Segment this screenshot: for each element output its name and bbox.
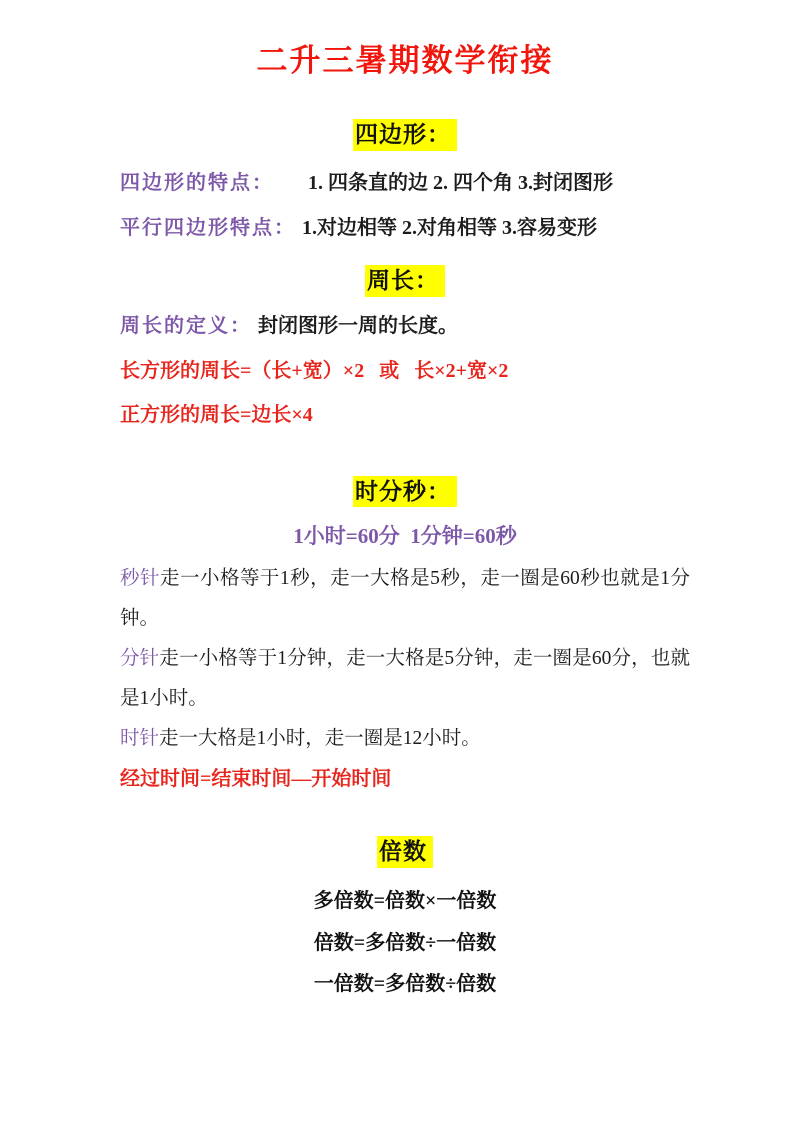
- minute-hand-line: [120, 639, 690, 719]
- perimeter-definition-line: [120, 311, 690, 341]
- hour-hand-line: [120, 719, 690, 759]
- section-heading-multiples: 倍数: [377, 836, 433, 868]
- section-heading-quadrilateral: 四边形：: [353, 119, 457, 151]
- elapsed-time-formula: 经过时间=结束时间—开始时间: [120, 768, 392, 791]
- square-perimeter-formula: 正方形的周长=边长×4: [120, 403, 313, 426]
- parallelogram-features-text: 1.对边相等 2.对角相等 3.容易变形: [302, 216, 597, 239]
- section-quadrilateral-heading-row: [120, 119, 690, 151]
- hour-hand-label: 时针: [120, 728, 160, 750]
- parallelogram-features-label: 平行四边形特点：: [120, 216, 296, 239]
- perimeter-definition-text: 封闭图形一周的长度。: [258, 314, 458, 337]
- hour-hand-text: 走一大格是1小时，走一圈是12小时。: [159, 728, 481, 750]
- perimeter-definition-label: 周长的定义：: [120, 314, 252, 337]
- second-hand-line: [120, 559, 690, 639]
- multiple-quotient-formula: 倍数=多倍数÷一倍数: [313, 932, 497, 955]
- section-multiples-heading-row: [120, 836, 690, 868]
- minute-hand-label: 分针: [120, 648, 160, 670]
- quadrilateral-features-label: 四边形的特点：: [120, 171, 274, 194]
- quadrilateral-features-text: 1. 四条直的边 2. 四个角 3.封闭图形: [308, 171, 613, 194]
- minute-hand-text: 走一小格等于1分钟，走一大格是5分钟，走一圈是60分，也就是1小时。: [120, 648, 690, 710]
- base-quotient-formula: 一倍数=多倍数÷倍数: [313, 973, 497, 996]
- quadrilateral-features-line: [120, 168, 690, 198]
- document-title: 二升三暑期数学衔接: [256, 43, 554, 78]
- section-heading-perimeter: 周长：: [365, 265, 445, 297]
- parallelogram-features-line: [120, 213, 690, 243]
- section-time-heading-row: [120, 476, 690, 508]
- time-conversion-line: 1小时=60分 1分钟=60秒: [293, 524, 517, 549]
- section-heading-time: 时分秒：: [353, 476, 457, 508]
- multiple-product-formula: 多倍数=倍数×一倍数: [313, 890, 497, 913]
- second-hand-label: 秒针: [120, 568, 160, 590]
- second-hand-text: 走一小格等于1秒，走一大格是5秒，走一圈是60秒也就是1分钟。: [120, 568, 690, 630]
- rectangle-perimeter-formula: 长方形的周长=（长+宽）×2 或 长×2+宽×2: [120, 359, 509, 382]
- clock-hands-block: [120, 559, 690, 799]
- section-perimeter-heading-row: [120, 265, 690, 297]
